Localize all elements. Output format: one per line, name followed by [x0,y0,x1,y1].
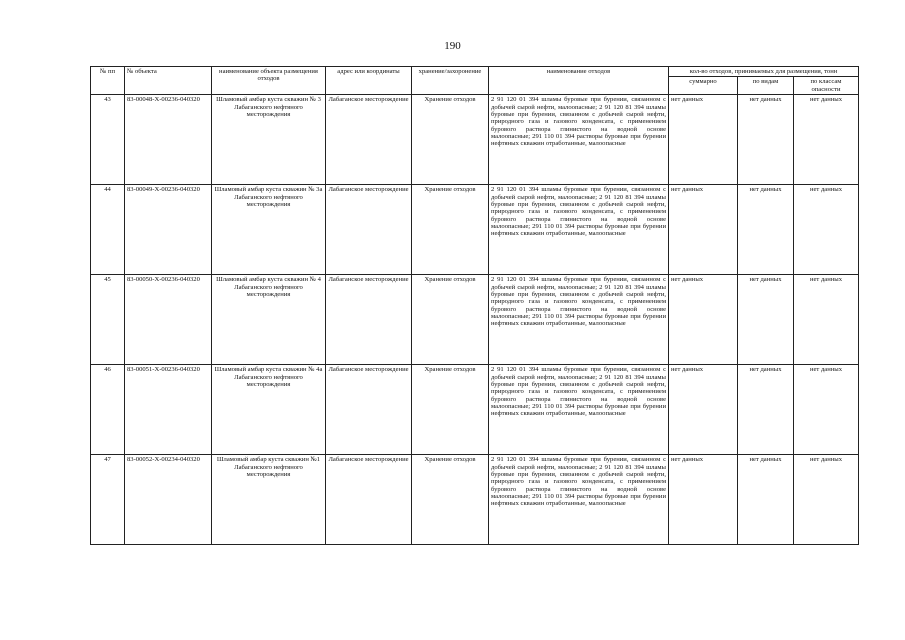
cell-object-name: Шламовый амбар куста скважин № 4 Лабаганского нефтяного месторождения [212,275,326,365]
waste-objects-table [90,66,859,545]
col-header-waste-name: наименование отходов [489,67,669,95]
cell-by-class: нет данных [794,455,859,545]
cell-waste: 2 91 120 01 394 шламы буровые при бурении, связанном с добычей сырой нефти, малоопасные; 2 91 120 81 394 шламы буровые при бурении, связанном с добычей сырой нефти, природного газа и газового конденсата, с применением бурового раствора глинистого на водной основе малоопасные; 291 110 01 394 растворы буровые при бурении нефтяных скважин отработанные, малоопасные [489,185,669,275]
cell-object-num: 83-00052-Х-00234-040320 [125,455,212,545]
table-row [91,275,859,365]
cell-total: нет данных [669,365,738,455]
cell-total: нет данных [669,95,738,185]
cell-by-class: нет данных [794,95,859,185]
cell-object-num: 83-00050-Х-00236-040320 [125,275,212,365]
cell-total: нет данных [669,275,738,365]
cell-num: 47 [91,455,125,545]
col-header-total: суммарно [669,77,738,95]
col-header-object-name: наименование объекта размещения отходов [212,67,326,95]
cell-by-type: нет данных [738,185,794,275]
cell-object-num: 83-00048-Х-00236-040320 [125,95,212,185]
col-header-by-type: по видам [738,77,794,95]
cell-object-num: 83-00051-Х-00236-040320 [125,365,212,455]
cell-purpose: Хранение отходов [412,275,489,365]
cell-by-type: нет данных [738,275,794,365]
cell-waste: 2 91 120 01 394 шламы буровые при бурении, связанном с добычей сырой нефти, малоопасные; 2 91 120 81 394 шламы буровые при бурении, связанном с добычей сырой нефти, природного газа и газового конденсата, с применением бурового раствора глинистого на водной основе малоопасные; 291 110 01 394 растворы буровые при бурении нефтяных скважин отработанные, малоопасные [489,275,669,365]
cell-num: 43 [91,95,125,185]
cell-purpose: Хранение отходов [412,95,489,185]
table-row [91,185,859,275]
cell-address: Лабаганское месторождение [326,185,412,275]
cell-total: нет данных [669,455,738,545]
cell-waste: 2 91 120 01 394 шламы буровые при бурении, связанном с добычей сырой нефти, малоопасные; 2 91 120 81 394 шламы буровые при бурении, связанном с добычей сырой нефти, природного газа и газового конденсата, с применением бурового раствора глинистого на водной основе малоопасные; 291 110 01 394 растворы буровые при бурении нефтяных скважин отработанные, малоопасные [489,95,669,185]
cell-purpose: Хранение отходов [412,455,489,545]
col-header-address: адрес или координаты [326,67,412,95]
header-row [91,67,859,77]
table-row [91,365,859,455]
cell-address: Лабаганское месторождение [326,275,412,365]
cell-by-class: нет данных [794,185,859,275]
cell-address: Лабаганское месторождение [326,365,412,455]
cell-address: Лабаганское месторождение [326,455,412,545]
col-header-num: № пп [91,67,125,95]
col-header-by-class: по классам опасности [794,77,859,95]
table-row [91,455,859,545]
cell-address: Лабаганское месторождение [326,95,412,185]
cell-waste: 2 91 120 01 394 шламы буровые при бурении, связанном с добычей сырой нефти, малоопасные; 2 91 120 81 394 шламы буровые при бурении, связанном с добычей сырой нефти, природного газа и газового конденсата, с применением бурового раствора глинистого на водной основе малоопасные; 291 110 01 394 растворы буровые при бурении нефтяных скважин отработанные, малоопасные [489,365,669,455]
cell-object-num: 83-00049-Х-00236-040320 [125,185,212,275]
page-number: 190 [444,40,461,52]
cell-object-name: Шламовый амбар куста скважин № 4а Лабаганского нефтяного месторождения [212,365,326,455]
cell-waste: 2 91 120 01 394 шламы буровые при бурении, связанном с добычей сырой нефти, малоопасные; 2 91 120 81 394 шламы буровые при бурении, связанном с добычей сырой нефти, природного газа и газового конденсата, с применением бурового раствора глинистого на водной основе малоопасные; 291 110 01 394 растворы буровые при бурении нефтяных скважин отработанные, малоопасные [489,455,669,545]
col-header-object-num: № объекта [125,67,212,95]
table-row [91,95,859,185]
cell-by-type: нет данных [738,365,794,455]
cell-num: 45 [91,275,125,365]
cell-object-name: Шламовый амбар куста скважин №1 Лабаганского нефтяного месторождения [212,455,326,545]
cell-object-name: Шламовый амбар куста скважин № 3а Лабаганского нефтяного месторождения [212,185,326,275]
cell-num: 44 [91,185,125,275]
cell-purpose: Хранение отходов [412,365,489,455]
cell-object-name: Шламовый амбар куста скважин № 3 Лабаганского нефтяного месторождения [212,95,326,185]
cell-by-type: нет данных [738,95,794,185]
cell-num: 46 [91,365,125,455]
cell-total: нет данных [669,185,738,275]
col-header-purpose: хранение/захоронение [412,67,489,95]
col-header-amount-group: кол-во отходов, принимаемых для размещения, тонн [669,67,859,77]
cell-by-class: нет данных [794,275,859,365]
cell-by-class: нет данных [794,365,859,455]
cell-purpose: Хранение отходов [412,185,489,275]
cell-by-type: нет данных [738,455,794,545]
